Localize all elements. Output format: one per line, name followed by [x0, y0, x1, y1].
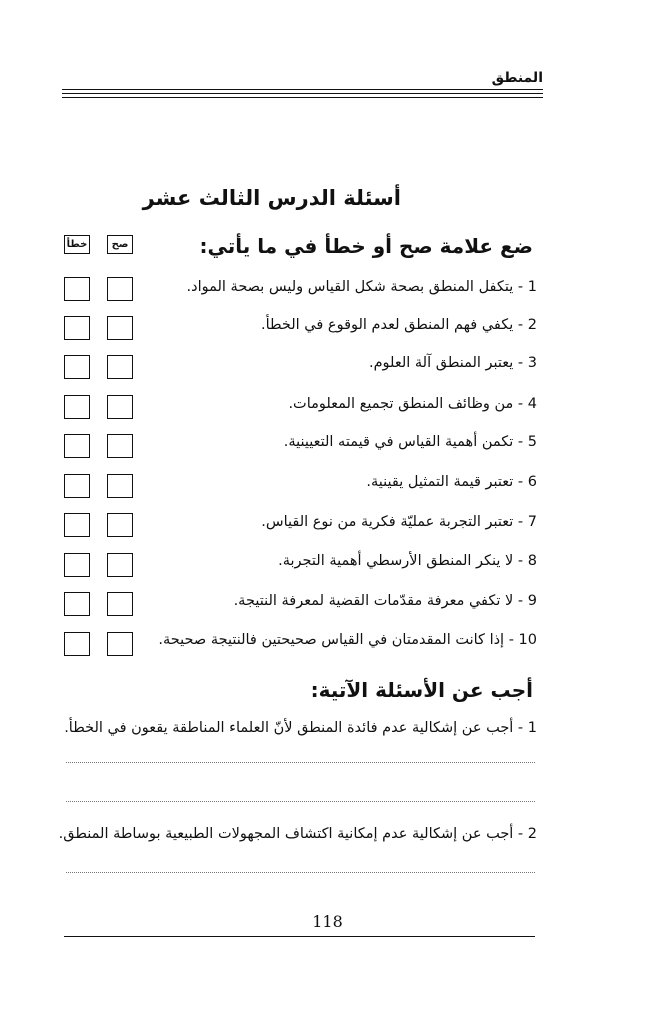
header-rule — [62, 89, 543, 90]
true-checkbox[interactable] — [107, 355, 133, 379]
true-checkbox[interactable] — [107, 434, 133, 458]
page-number: 118 — [312, 912, 343, 931]
statement-item: 10 - إذا كانت المقدمتان في القياس صحيحتين فالنتيجة صحيحة. — [158, 632, 537, 648]
true-checkbox[interactable] — [107, 277, 133, 301]
statement-item: 5 - تكمن أهمية القياس في قيمته التعيينية. — [283, 434, 537, 450]
question-item: 1 - أجب عن إشكالية عدم فائدة المنطق لأنّ العلماء المناطقة يقعون في الخطأ. — [64, 720, 537, 736]
statement-item: 9 - لا تكفي معرفة مقدّمات القضية لمعرفة النتيجة. — [233, 593, 537, 609]
statement-item: 3 - يعتبر المنطق آلة العلوم. — [368, 355, 537, 371]
lesson-title: أسئلة الدرس الثالث عشر — [142, 186, 401, 210]
true-checkbox[interactable] — [107, 553, 133, 577]
false-checkbox[interactable] — [64, 316, 90, 340]
header-rule — [62, 97, 543, 98]
false-checkbox[interactable] — [64, 553, 90, 577]
false-checkbox[interactable] — [64, 632, 90, 656]
true-checkbox[interactable] — [107, 592, 133, 616]
true-checkbox[interactable] — [107, 513, 133, 537]
answer-line[interactable] — [66, 762, 535, 763]
question-item: 2 - أجب عن إشكالية عدم إمكانية اكتشاف المجهولات الطبيعية بوساطة المنطق. — [58, 826, 537, 842]
section2-heading: أجب عن الأسئلة الآتية: — [310, 678, 533, 702]
footer-rule — [64, 936, 535, 937]
true-checkbox[interactable] — [107, 395, 133, 419]
answer-line[interactable] — [66, 872, 535, 873]
true-checkbox[interactable] — [107, 316, 133, 340]
true-checkbox[interactable] — [107, 474, 133, 498]
header-rule — [62, 93, 543, 94]
true-checkbox[interactable] — [107, 632, 133, 656]
false-checkbox[interactable] — [64, 434, 90, 458]
statement-item: 2 - يكفي فهم المنطق لعدم الوقوع في الخطأ. — [260, 317, 537, 333]
false-checkbox[interactable] — [64, 395, 90, 419]
true-column-header: صح — [107, 235, 133, 254]
false-checkbox[interactable] — [64, 474, 90, 498]
false-column-header: خطأ — [64, 235, 90, 254]
false-checkbox[interactable] — [64, 592, 90, 616]
statement-item: 1 - يتكفل المنطق بصحة شكل القياس وليس بصحة المواد. — [186, 279, 537, 295]
section1-heading: ضع علامة صح أو خطأ في ما يأتي: — [199, 234, 533, 258]
false-checkbox[interactable] — [64, 513, 90, 537]
answer-line[interactable] — [66, 801, 535, 802]
statement-item: 7 - تعتبر التجربة عمليّة فكرية من نوع القياس. — [261, 514, 537, 530]
false-checkbox[interactable] — [64, 355, 90, 379]
running-title: المنطق — [491, 70, 543, 86]
statement-item: 6 - تعتبر قيمة التمثيل يقينية. — [366, 474, 537, 490]
false-checkbox[interactable] — [64, 277, 90, 301]
statement-item: 4 - من وظائف المنطق تجميع المعلومات. — [288, 396, 537, 412]
statement-item: 8 - لا ينكر المنطق الأرسطي أهمية التجربة. — [278, 553, 537, 569]
